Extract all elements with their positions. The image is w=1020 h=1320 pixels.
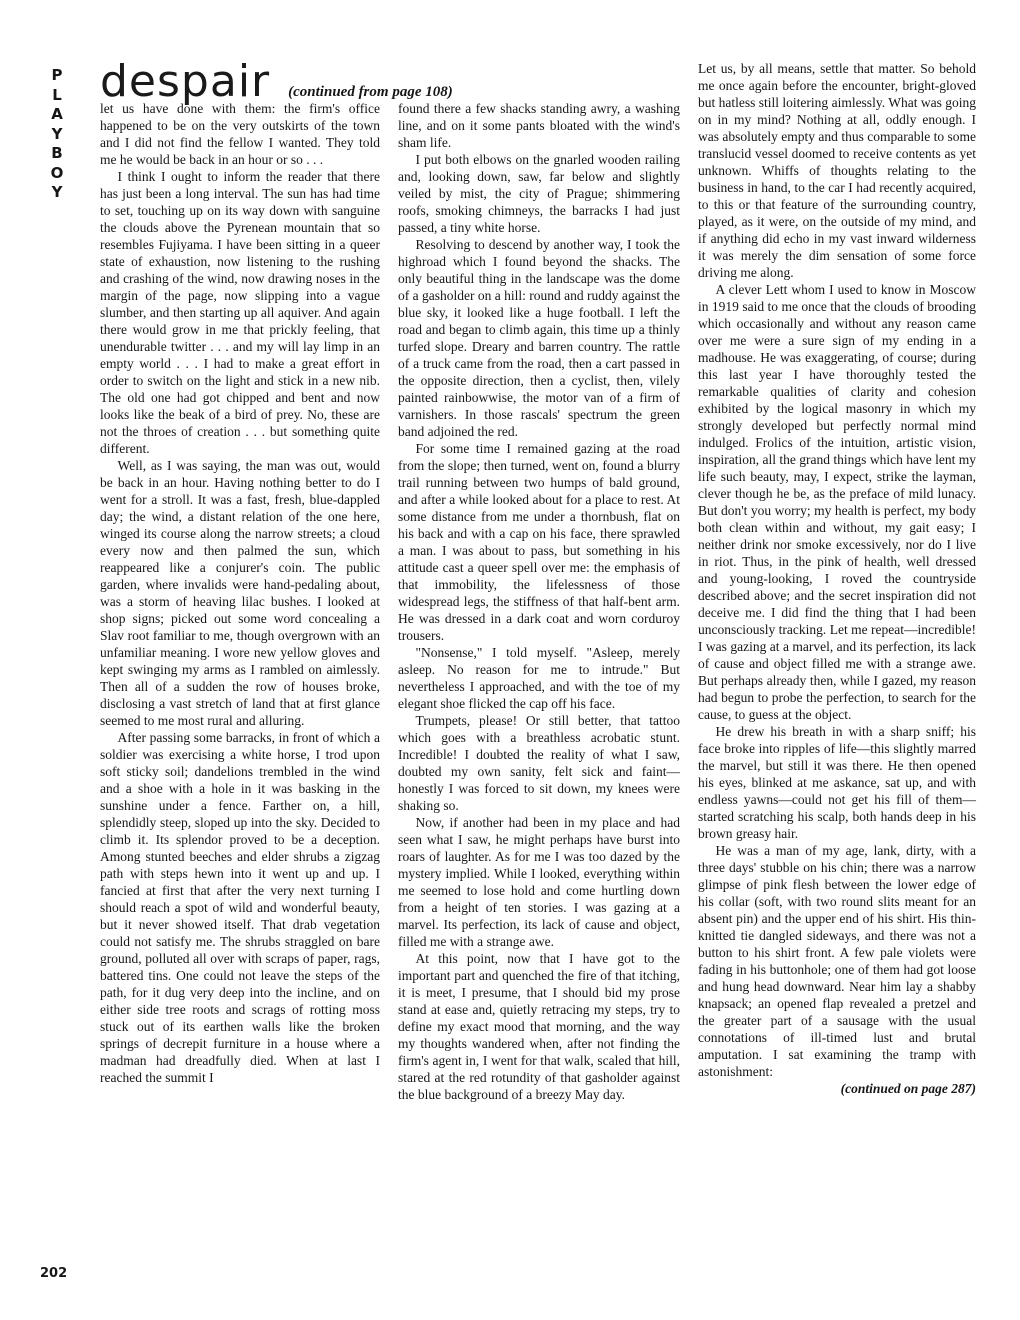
paragraph: "Nonsense," I told myself. "Asleep, merely asleep. No reason for me to intrude." But nevertheless I approached, and with the toe of my elegant shoe flicked the cap off his face. bbox=[398, 645, 680, 711]
paragraph: For some time I remained gazing at the road from the slope; then turned, went on, found a blurry trail running between two humps of bald ground, and after a while looked about for a place to rest. At some distance from me under a thornbush, flat on his back and with a cap on his face, there sprawled a man. I was about to pass, but something in his attitude cast a queer spell over me: the emphasis of that immobility, the lifelessness of those widespread legs, the stiffness of that half-bent arm. He was dressed in a dark coat and worn corduroy trousers. bbox=[398, 441, 680, 643]
magazine-letter: Y bbox=[51, 124, 63, 143]
paragraph: Resolving to descend by another way, I took the highroad which I found beyond the shacks. The only beautiful thing in the landscape was the dome of a gasholder on a hill: round and ruddy against the blue sky, it looked like a huge football. I left the road and began to climb again, this time up a thinly turfed slope. Dreary and barren country. The rattle of a truck came from the road, then a cart passed in the opposite direction, then a cyclist, then, vilely painted rainbowwise, the motor van of a firm of varnishers. In those rascals' spectrum the green band adjoined the red. bbox=[398, 237, 680, 439]
article-title: despair bbox=[100, 56, 271, 107]
continued-from-note: (continued from page 108) bbox=[288, 84, 453, 100]
magazine-letter: Y bbox=[51, 183, 63, 201]
paragraph: found there a few shacks standing awry, a washing line, and on it some pants bloated with the wind's sham life. bbox=[398, 101, 680, 150]
paragraph: He was a man of my age, lank, dirty, with a three days' stubble on his chin; there was a narrow glimpse of pink flesh between the lower edge of his collar (soft, with two round slits meant for an absent pin) and the upper end of his shirt. His thin-knitted tie dangled sideways, and there was not a button to his shirt front. A few pale violets were fading in his buttonhole; one of them had got loose and hung head downward. Near him lay a shabby knapsack; an opened flap revealed a pretzel and the greater part of a sausage with the usual connotations of ill-timed lust and brutal amputation. I sat examining the tramp with astonishment: bbox=[698, 843, 976, 1079]
paragraph: A clever Lett whom I used to know in Moscow in 1919 said to me once that the clouds of brooding which occasionally and without any reason came over me were a sure sign of my ending in a madhouse. He was exaggerating, of course; during this last year I have thoroughly tested the remarkable qualities of clarity and cohesion exhibited by the logical masonry in which my strongly developed but perfectly normal mind indulged. Frolics of the intuition, artistic vision, inspiration, all the grand things which have lent my life such beauty, may, I expect, strike the layman, clever though he be, as the preface of mild lunacy. But don't you worry; my health is perfect, my body both clean within and without, my gait easy; I neither drink nor smoke excessively, nor do I live in riot. Thus, in the pink of health, well dressed and young-looking, I roved the countryside described above; and the secret inspiration did not deceive me. I did find the thing that I had been unconsciously tracking. Let me repeat—incredible! I was gazing at a marvel, and its perfection, its lack of cause and object filled me with a strange awe. But perhaps already then, while I gazed, my reason had begun to probe the perfection, to search for the cause, to guess at the object. bbox=[698, 282, 976, 722]
magazine-letter: P bbox=[51, 66, 63, 84]
paragraph: Trumpets, please! Or still better, that tattoo which goes with a breathless acrobatic stunt. Incredible! I doubted the reality of what I saw, doubted my own sanity, felt sick and faint—honestly I was forced to sit down, my knees were shaking so. bbox=[398, 713, 680, 813]
paragraph: Let us, by all means, settle that matter. So behold me once again before the encounter, bright-gloved but hatless still loitering aimlessly. What was going on in my mind? Nothing at all, oddly enough. I was absolutely empty and thus comparable to some translucid vessel doomed to receive contents as yet unknown. Whiffs of thoughts relating to the business in hand, to the car I had recently acquired, to this or that feature of the surrounding country, played, as it were, on the outside of my mind, and if anything did echo in my vast inward wilderness it was merely the dim sensation of some force driving me along. bbox=[698, 61, 976, 280]
text-column-3 bbox=[698, 60, 976, 1097]
paragraph: He drew his breath in with a sharp sniff; his face broke into ripples of life—this slightly marred the marvel, but still it was there. He then opened his eyes, blinked at me askance, sat up, and with endless yawns—could not get his fill of them—started scratching his scalp, both hands deep in his brown greasy hair. bbox=[698, 724, 976, 841]
magazine-letter: O bbox=[50, 163, 64, 182]
paragraph: Now, if another had been in my place and had seen what I saw, he might perhaps have burst into roars of laughter. As for me I was too dazed by the mystery implied. While I looked, everything within me seemed to lose hold and come hurtling down from a height of ten stories. I was gazing at a marvel. Its perfection, its lack of cause and object, filled me with a strange awe. bbox=[398, 815, 680, 949]
paragraph: Well, as I was saying, the man was out, would be back in an hour. Having nothing better to do I went for a stroll. It was a fast, fresh, blue-dappled day; the wind, a distant relation of the one here, winged its course along the narrow streets; a cloud every now and then palmed the sun, which reappeared like a conjurer's coin. The public garden, where invalids were hand-pedaling about, was a storm of heaving lilac bushes. I looked at shop signs; picked out some word concealing a Slav root familiar to me, though overgrown with an unfamiliar meaning. I wore new yellow gloves and kept swinging my arms as I rambled on aimlessly. Then all of a sudden the row of houses broke, disclosing a vast stretch of land that at first glance seemed to me most rural and alluring. bbox=[100, 458, 380, 728]
paragraph: After passing some barracks, in front of which a soldier was exercising a white horse, I trod upon soft sticky soil; dandelions trembled in the wind and a shoe with a hole in it was basking in the sunshine under a fence. Farther on, a hill, splendidly steep, sloped up into the sky. Decided to climb it. Its splendor proved to be a deception. Among stunted beeches and elder shrubs a zigzag path with steps hewn into it went up and up. I fancied at first that after the very next turning I should reach a spot of wild and wonderful beauty, but it never showed itself. That drab vegetation could not satisfy me. The shrubs straggled on bare ground, polluted all over with scraps of paper, rags, battered tins. One could not leave the steps of the path, for it dug very deep into the incline, and on either side tree roots and scrags of rotting moss stuck out of its earthen walls like the broken springs of decrepit furniture in a house where a madman had dreadfully died. When at last I reached the summit I bbox=[100, 730, 380, 1085]
article-header bbox=[100, 56, 453, 107]
magazine-letter: B bbox=[51, 144, 63, 162]
paragraph: At this point, now that I have got to the important part and quenched the fire of that itching, it is meet, I presume, that I should bid my prose stand at ease and, quietly retracing my steps, try to define my exact mood that morning, and the way my thoughts wandered when, after not finding the firm's agent in, I went for that walk, scaled that hill, stared at the red rotundity of that gasholder against the blue background of a breezy May day. bbox=[398, 951, 680, 1102]
continued-on-note: (continued on page 287) bbox=[840, 1081, 976, 1096]
magazine-name bbox=[42, 66, 72, 203]
paragraph: I put both elbows on the gnarled wooden railing and, looking down, saw, far below and slightly veiled by mist, the city of Prague; shimmering roofs, smoking chimneys, the barracks I had just passed, a tiny white horse. bbox=[398, 152, 680, 235]
paragraph: I think I ought to inform the reader that there has just been a long interval. The sun has had time to set, touching up on its way down with sanguine the clouds above the Pyrenean mountain that so resembles Fujiyama. I have been sitting in a queer state of exhaustion, now listening to the rushing and crashing of the wind, now drawing noses in the margin of the page, now slipping into a vague slumber, and then starting up all aquiver. And again there would grow in me that prickly feeling, that unendurable twitter . . . and my will lay limp in an empty world . . . I had to make a great effort in order to switch on the light and stick in a new nib. The old one had got chipped and bent and now looks like the beak of a bird of prey. No, these are not the throes of creation . . . but something quite different. bbox=[100, 169, 380, 456]
text-column-2 bbox=[398, 100, 680, 1103]
magazine-letter: L bbox=[52, 85, 62, 104]
text-column-1 bbox=[100, 100, 380, 1086]
page-number: 202 bbox=[40, 1266, 68, 1281]
paragraph: let us have done with them: the firm's office happened to be on the very outskirts of the town and I did not find the fellow I wanted. They told me he would be back in an hour or so . . . bbox=[100, 101, 380, 167]
magazine-letter: A bbox=[51, 105, 63, 123]
